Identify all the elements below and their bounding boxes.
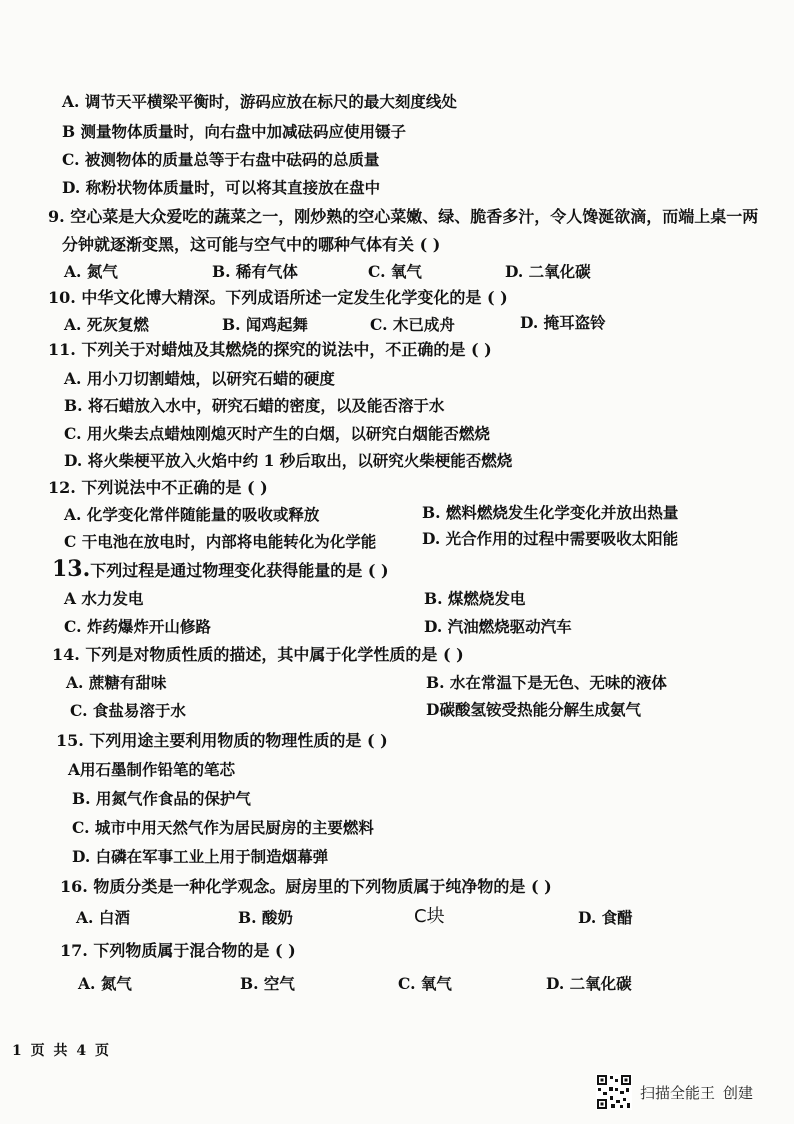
q17-option-c: C. 氧气 — [398, 974, 452, 993]
q15-stem: 15. 下列用途主要利用物质的物理性质的是 ( ) — [56, 731, 388, 750]
q13-option-d: D. 汽油燃烧驱动汽车 — [424, 617, 572, 636]
page-number: 1 页 共 4 页 — [12, 1043, 111, 1059]
q11-option-d: D. 将火柴梗平放入火焰中约 1 秒后取出，以研究火柴梗能否燃烧 — [64, 451, 513, 470]
q12-option-b: B. 燃料燃烧发生化学变化并放出热量 — [422, 503, 679, 522]
q16-option-a: A. 白酒 — [76, 908, 130, 927]
q13-option-a: A 水力发电 — [64, 589, 144, 608]
q15-option-d: D. 白磷在军事工业上用于制造烟幕弹 — [72, 847, 329, 866]
q13-option-b: B. 煤燃烧发电 — [424, 589, 526, 608]
q10-option-a: A. 死灰复燃 — [64, 315, 149, 334]
q15-option-b: B. 用氮气作食品的保护气 — [72, 789, 251, 808]
q16-option-d: D. 食醋 — [578, 908, 633, 927]
q17-option-b: B. 空气 — [240, 974, 295, 993]
q9-stem-line1: 9. 空心菜是大众爱吃的蔬菜之一，刚炒熟的空心菜嫩、绿、脆香多汁，令人馋涎欲滴，而端上桌一两 — [48, 207, 759, 226]
q11-option-c: C. 用火柴去点蜡烛刚熄灭时产生的白烟，以研究白烟能否燃烧 — [64, 424, 490, 443]
q11-option-a: A. 用小刀切割蜡烛，以研究石蜡的硬度 — [64, 369, 335, 388]
q15-option-c: C. 城市中用天然气作为居民厨房的主要燃料 — [72, 818, 374, 837]
q14-stem: 14. 下列是对物质性质的描述，其中属于化学性质的是 ( ) — [52, 645, 464, 664]
q13-option-c: C. 炸药爆炸开山修路 — [64, 617, 211, 636]
q16-option-b: B. 酸奶 — [238, 908, 293, 927]
q10-option-b: B. 闻鸡起舞 — [222, 315, 308, 334]
q13-stem-line — [52, 556, 389, 582]
q16-option-c: C块 — [414, 906, 445, 927]
q10-stem: 10. 中华文化博大精深。下列成语所述一定发生化学变化的是 ( ) — [48, 288, 508, 307]
scanner-app-name: 扫描全能王 — [640, 1084, 716, 1102]
q8-option-c: C. 被测物体的质量总等于右盘中砝码的总质量 — [62, 150, 380, 169]
q17-stem: 17. 下列物质属于混合物的是 ( ) — [60, 941, 296, 960]
q16-stem: 16. 物质分类是一种化学观念。厨房里的下列物质属于纯净物的是 ( ) — [60, 877, 552, 896]
q17-option-a: A. 氮气 — [78, 974, 132, 993]
q10-option-d: D. 掩耳盗铃 — [520, 313, 606, 332]
q12-stem: 12. 下列说法中不正确的是 ( ) — [48, 478, 268, 497]
q9-stem-line2: 分钟就逐渐变黑，这可能与空气中的哪种气体有关 ( ) — [62, 235, 441, 254]
q12-option-d: D. 光合作用的过程中需要吸收太阳能 — [422, 529, 679, 548]
q9-option-d: D. 二氧化碳 — [505, 262, 591, 281]
q11-option-b: B. 将石蜡放入水中，研究石蜡的密度，以及能否溶于水 — [64, 396, 445, 415]
q13-stem: 下列过程是通过物理变化获得能量的是 ( ) — [90, 561, 389, 580]
q8-option-d: D. 称粉状物体质量时，可以将其直接放在盘中 — [62, 178, 381, 197]
q12-option-a: A. 化学变化常伴随能量的吸收或释放 — [64, 505, 320, 524]
q12-option-c: C 干电池在放电时，内部将电能转化为化学能 — [64, 532, 377, 551]
scanner-action: 创建 — [723, 1084, 754, 1102]
q9-option-b: B. 稀有气体 — [212, 262, 298, 281]
q14-option-c: C. 食盐易溶于水 — [70, 701, 186, 720]
scanner-watermark — [640, 1082, 753, 1103]
q13-number: 13. — [52, 556, 91, 582]
q14-option-a: A. 蔗糖有甜味 — [66, 673, 167, 692]
q9-option-a: A. 氮气 — [64, 262, 118, 281]
q11-stem: 11. 下列关于对蜡烛及其燃烧的探究的说法中，不正确的是 ( ) — [48, 340, 492, 359]
q8-option-b: B 测量物体质量时，向右盘中加减砝码应使用镊子 — [62, 122, 406, 141]
q17-option-d: D. 二氧化碳 — [546, 974, 632, 993]
q8-option-a: A. 调节天平横梁平衡时，游码应放在标尺的最大刻度线处 — [62, 92, 457, 111]
q15-option-a: A用石墨制作铅笔的笔芯 — [68, 760, 236, 779]
qr-code-icon — [596, 1074, 632, 1110]
q14-option-d: D碳酸氢铵受热能分解生成氨气 — [426, 700, 641, 719]
q9-option-c: C. 氧气 — [368, 262, 422, 281]
q14-option-b: B. 水在常温下是无色、无味的液体 — [426, 673, 667, 692]
q10-option-c: C. 木已成舟 — [370, 315, 455, 334]
